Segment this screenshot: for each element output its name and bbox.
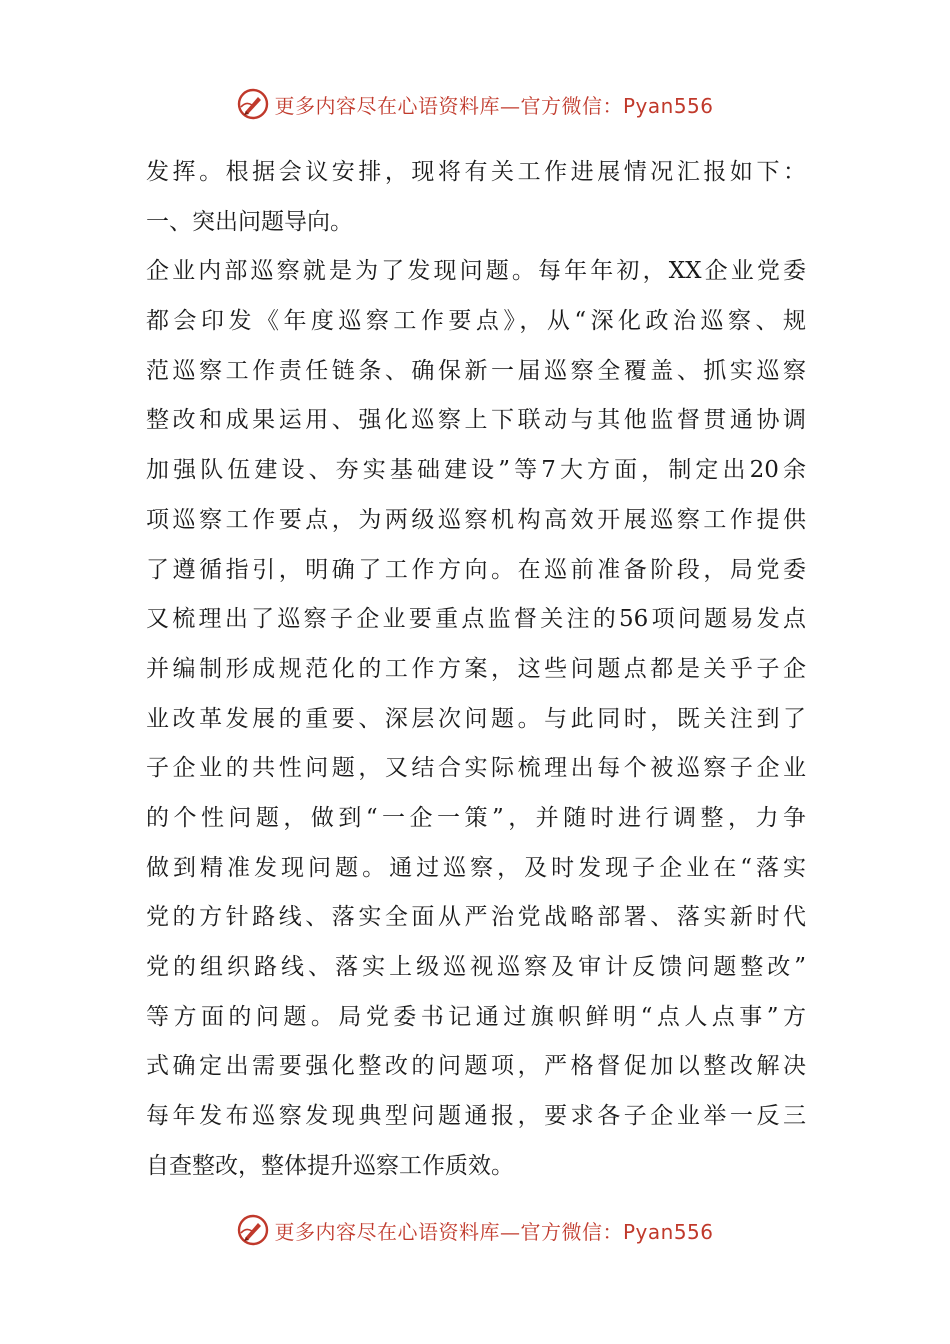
body-line: 范巡察工作责任链条、确保新一届巡察全覆盖、抓实巡察	[146, 357, 806, 384]
body-line: 子企业的共性问题，又结合实际梳理出每个被巡察子企业	[146, 755, 806, 782]
body-line: 加强队伍建设、夯实基础建设”等7大方面，制定出20余	[146, 457, 806, 484]
body-line: 等方面的问题。局党委书记通过旗帜鲜明“点人点事”方	[146, 1003, 806, 1030]
body-line: 的个性问题，做到“一企一策”，并随时进行调整，力争	[146, 804, 806, 831]
banner-text: 更多内容尽在心语资料库—官方微信：Pyan556	[274, 1219, 714, 1244]
footer-banner	[0, 1208, 950, 1252]
header-banner	[0, 82, 950, 126]
body-line: 自查整改，整体提升巡察工作质效。	[146, 1152, 514, 1179]
body-line: 式确定出需要强化整改的问题项，严格督促加以整改解决	[146, 1053, 806, 1080]
pen-circle-logo-icon	[236, 1213, 270, 1247]
body-line: 了遵循指引，明确了工作方向。在巡前准备阶段，局党委	[146, 556, 806, 583]
body-line: 企业内部巡察就是为了发现问题。每年年初，XX企业党委	[146, 258, 806, 285]
body-line: 党的组织路线、落实上级巡视巡察及审计反馈问题整改”	[146, 954, 806, 980]
pen-circle-logo-icon	[236, 87, 270, 121]
body-line: 项巡察工作要点，为两级巡察机构高效开展巡察工作提供	[146, 506, 806, 533]
body-line: 发挥。根据会议安排，现将有关工作进展情况汇报如下：	[146, 159, 806, 185]
body-line: 又梳理出了巡察子企业要重点监督关注的56项问题易发点	[146, 606, 806, 633]
body-line: 整改和成果运用、强化巡察上下联动与其他监督贯通协调	[146, 407, 806, 434]
body-line: 做到精准发现问题。通过巡察，及时发现子企业在“落实	[146, 854, 806, 881]
body-line: 党的方针路线、落实全面从严治党战略部署、落实新时代	[146, 904, 806, 931]
document-body	[146, 148, 806, 1191]
body-line: 并编制形成规范化的工作方案，这些问题点都是关乎子企	[146, 655, 806, 682]
banner-text: 更多内容尽在心语资料库—官方微信：Pyan556	[274, 93, 714, 118]
body-line: 业改革发展的重要、深层次问题。与此同时，既关注到了	[146, 705, 806, 732]
section-heading: 一、突出问题导向。	[146, 208, 353, 235]
body-line: 都会印发《年度巡察工作要点》，从“深化政治巡察、规	[146, 308, 806, 335]
body-line: 每年发布巡察发现典型问题通报，要求各子企业举一反三	[146, 1103, 806, 1130]
